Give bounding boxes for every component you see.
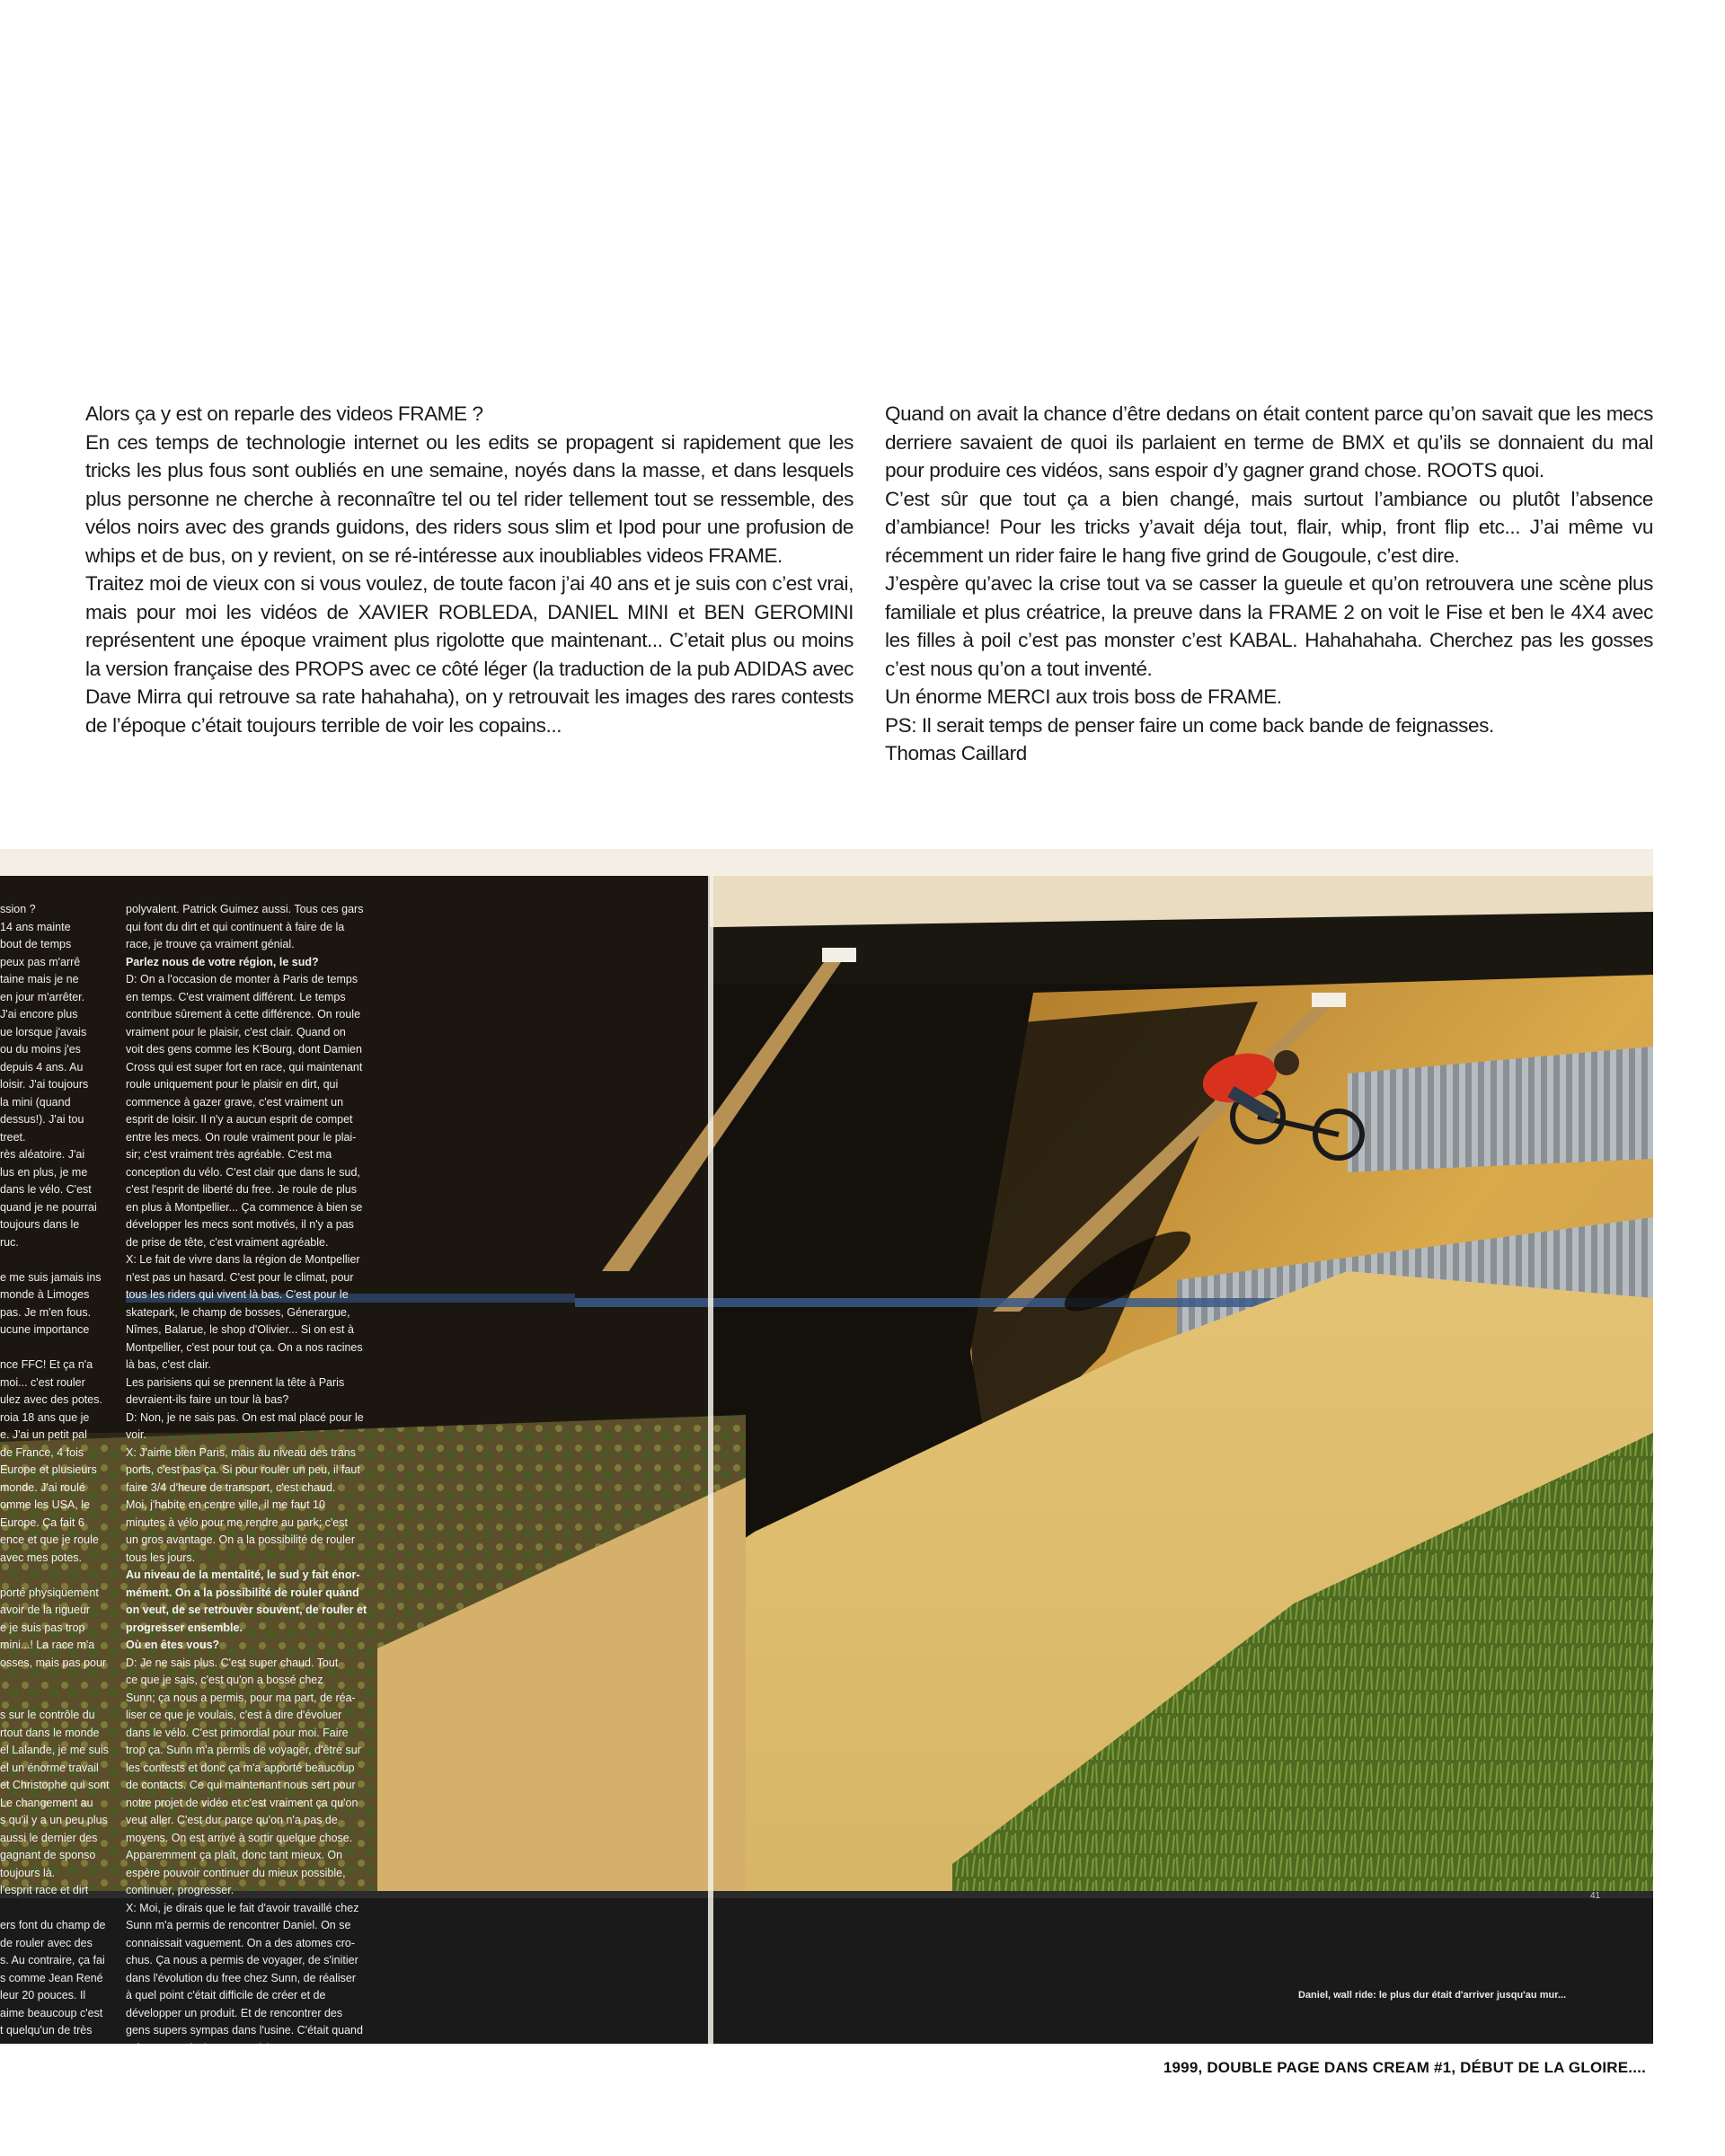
article-paragraph: Un énorme MERCI aux trois boss de FRAME. bbox=[885, 685, 1282, 708]
magazine-line: faire 3/4 d'heure de transport, c'est chaud. bbox=[126, 1480, 336, 1494]
magazine-line: roia 18 ans que je bbox=[0, 1410, 90, 1424]
magazine-line: Cross qui est super fort en race, qui maintenant bbox=[126, 1060, 363, 1074]
article-paragraph: En ces temps de technologie internet ou les edits se propagent si rapidement que les tricks les plus fous sont oubliés en une semaine, noyés dans la masse, et dans lesquels plus personne ne cherche à reconnaître tel ou tel rider tellement tout se ressemble, des vélos noirs avec des grands guidons, des riders sous slim et Ipod pour une profusion de whips et de bus, on y revient, on se ré-intéresse aux inoubliables videos FRAME. bbox=[85, 430, 854, 567]
magazine-line bbox=[0, 1900, 117, 1918]
magazine-line: leur 20 pouces. Il bbox=[0, 1989, 86, 2001]
magazine-line: commence à gazer grave, c'est vraiment un bbox=[126, 1095, 344, 1109]
magazine-line: ers font du champ de bbox=[0, 1919, 106, 1931]
magazine-line: moyens. On est arrivé à sortir quelque chose. bbox=[126, 1831, 353, 1844]
magazine-line: ou du moins j'es bbox=[0, 1043, 81, 1056]
magazine-line bbox=[0, 1567, 117, 1585]
magazine-line bbox=[0, 1672, 117, 1690]
magazine-line: esprit de loisir. Il n'y a aucun esprit de compet bbox=[126, 1113, 353, 1126]
magazine-line: mément. On a la possibilité de rouler quand bbox=[126, 1586, 359, 1599]
magazine-line: entre les mecs. On roule vraiment pour le plai- bbox=[126, 1130, 357, 1144]
magazine-line: de prise de tête, c'est vraiment agréable. bbox=[126, 1235, 329, 1249]
magazine-line: ce que je sais, c'est qu'on a bossé chez bbox=[126, 1674, 323, 1686]
article-right-column bbox=[885, 400, 1653, 768]
magazine-question: Parlez nous de votre région, le sud? bbox=[126, 955, 319, 968]
magazine-line: osses, mais pas pour bbox=[0, 1656, 107, 1669]
magazine-line: treet. bbox=[0, 1130, 26, 1144]
magazine-line: monde. J'ai roulé bbox=[0, 1480, 85, 1494]
magazine-line: s. Au contraire, ça fai bbox=[0, 1954, 105, 1966]
magazine-line: c'est l'esprit de liberté du free. Je roule de plus bbox=[126, 1183, 357, 1196]
magazine-line: chus. Ça nous a permis de voyager, de s'initier bbox=[126, 1954, 358, 1966]
magazine-line: trop ça. Sunn m'a permis de voyager, d'être sur bbox=[126, 1744, 361, 1756]
magazine-line: nce FFC! Et ça n'a bbox=[0, 1358, 93, 1371]
magazine-line: e. J'ai un petit pal bbox=[0, 1428, 87, 1441]
magazine-line: e me suis jamais ins bbox=[0, 1270, 102, 1284]
magazine-line: ucune importance bbox=[0, 1323, 90, 1336]
magazine-line: D: Je ne sais plus. C'est super chaud. Tout bbox=[126, 1656, 339, 1669]
magazine-line: Nîmes, Balarue, le shop d'Olivier... Si on est à bbox=[126, 1323, 354, 1336]
magazine-line: toujours là. bbox=[0, 1866, 56, 1879]
magazine-line: loisir. J'ai toujours bbox=[0, 1078, 89, 1091]
magazine-line: développer un produit. Et de rencontrer des bbox=[126, 2006, 343, 2019]
magazine-line: connaissait vaguement. On a des atomes cro- bbox=[126, 1936, 355, 1949]
magazine-line: aime beaucoup c'est bbox=[0, 2006, 103, 2019]
magazine-line: rès aléatoire. J'ai bbox=[0, 1148, 85, 1161]
author-signature: Thomas Caillard bbox=[885, 742, 1027, 764]
magazine-line: avoir de la rigueur bbox=[0, 1604, 91, 1616]
magazine-line: Le changement au bbox=[0, 1796, 93, 1809]
magazine-line: toujours dans le bbox=[0, 1218, 80, 1231]
photo-caption: Daniel, wall ride: le plus dur était d'arriver jusqu'au mur... bbox=[1298, 1990, 1567, 2001]
magazine-line: dessus!). J'ai tou bbox=[0, 1113, 84, 1126]
magazine-line: ruc. bbox=[0, 1235, 19, 1249]
magazine-line bbox=[0, 1251, 117, 1269]
magazine-line: de France, 4 fois bbox=[0, 1445, 84, 1459]
article-paragraph: Quand on avait la chance d’être dedans on était content parce qu’on savait que les mecs derriere savaient de quoi ils parlaient en terme de BMX et qu’ils se donnaient du mal pour produire ces vidéos, sans espoir d’y gagner grand chose. ROOTS quoi. bbox=[885, 402, 1653, 482]
magazine-line: 14 ans mainte bbox=[0, 920, 71, 933]
magazine-line: tous les riders qui vivent là bas. C'est pour le bbox=[126, 1288, 349, 1301]
magazine-line: monde à Limoges bbox=[0, 1288, 90, 1301]
magazine-line: s qu'il y a un peu plus bbox=[0, 1814, 108, 1826]
magazine-question: Où en êtes vous? bbox=[126, 1639, 220, 1651]
magazine-line: X: Le fait de vivre dans la région de Montpellier bbox=[126, 1253, 360, 1266]
magazine-line: quand je ne pourrai bbox=[0, 1200, 97, 1214]
article-paragraph: J’espère qu’avec la crise tout va se casser la gueule et qu’on retrouvera une scène plus familiale et plus créatrice, la preuve dans la FRAME 2 on voit le Fise et ben le 4X4 avec les filles à poil c’est pas monster c’est KABAL. Hahahahaha. Cherchez pas les gosses c’est nous qu’on a tout inventé. bbox=[885, 572, 1653, 680]
magazine-line: peux pas m'arrê bbox=[0, 955, 81, 968]
magazine-line: D: Non, je ne sais pas. On est mal placé pour le bbox=[126, 1410, 364, 1424]
magazine-line: taine mais je ne bbox=[0, 973, 79, 985]
magazine-line: el un énorme travail bbox=[0, 1761, 99, 1774]
magazine-line: t quelqu'un de très bbox=[0, 2024, 93, 2037]
magazine-line: dans l'évolution du free chez Sunn, de réaliser bbox=[126, 1971, 357, 1984]
magazine-line: veut aller. C'est dur parce qu'on n'a pas de bbox=[126, 1814, 338, 1826]
magazine-line: Europe et plusieurs bbox=[0, 1463, 97, 1476]
magazine-line: la mini (quand bbox=[0, 1095, 71, 1109]
magazine-line: s sur le contrôle du bbox=[0, 1709, 95, 1721]
magazine-line: tous les jours. bbox=[126, 1551, 196, 1564]
article-paragraph: C’est sûr que tout ça a bien changé, mais surtout l’ambiance ou plutôt l’absence d’ambiance! Pour les tricks y’avait déja tout, flair, whip, front flip etc... J’ai même vu récemment un rider faire le hang five grind de Gougoule, c’est dire. bbox=[885, 487, 1653, 567]
magazine-line: de rouler avec des bbox=[0, 1936, 93, 1949]
magazine-line: depuis 4 ans. Au bbox=[0, 1060, 84, 1074]
magazine-line: Apparemment ça plaît, donc tant mieux. On bbox=[126, 1849, 343, 1861]
magazine-line: bout de temps bbox=[0, 938, 72, 950]
magazine-line: X: Moi, je dirais que le fait d'avoir travaillé chez bbox=[126, 1901, 359, 1914]
magazine-line: là bas, c'est clair. bbox=[126, 1358, 211, 1371]
magazine-line: à quel point c'était difficile de créer et de bbox=[126, 1989, 326, 2001]
magazine-line: de contacts. Ce qui maintenant nous sert pour bbox=[126, 1779, 356, 1791]
magazine-line: vraiment pour le plaisir, c'est clair. Quand on bbox=[126, 1025, 346, 1038]
magazine-line: e je suis pas trop bbox=[0, 1621, 85, 1634]
magazine-line: en plus à Montpellier... Ça commence à bien se bbox=[126, 1200, 363, 1214]
magazine-line: ulez avec des potes. bbox=[0, 1393, 102, 1406]
magazine-line: sir; c'est vraiment très agréable. C'est ma bbox=[126, 1148, 332, 1161]
magazine-line: Europe. Ça fait 6 bbox=[0, 1515, 84, 1529]
magazine-line: Moi, j'habite en centre ville, il me faut 10 bbox=[126, 1498, 325, 1511]
magazine-line: rtout dans le monde bbox=[0, 1726, 100, 1739]
magazine-line: Sunn; ça nous a permis, pour ma part, de réa- bbox=[126, 1691, 356, 1704]
magazine-line: polyvalent. Patrick Guimez aussi. Tous ces gars bbox=[126, 903, 364, 915]
magazine-left-column bbox=[0, 901, 117, 2040]
magazine-line: Au niveau de la mentalité, le sud y fait énor- bbox=[126, 1568, 360, 1581]
magazine-line: en jour m'arrêter. bbox=[0, 990, 85, 1003]
magazine-line: D: On a l'occasion de monter à Paris de temps bbox=[126, 973, 358, 985]
magazine-line: gens supers sympas dans l'usine. C'était quand bbox=[126, 2024, 363, 2037]
magazine-line: lus en plus, je me bbox=[0, 1165, 88, 1179]
magazine-line: Les parisiens qui se prennent la tête à Paris bbox=[126, 1375, 345, 1389]
magazine-line: porté physiquement bbox=[0, 1586, 99, 1599]
magazine-line: Sunn m'a permis de rencontrer Daniel. On se bbox=[126, 1919, 351, 1931]
magazine-line: J'ai encore plus bbox=[0, 1008, 78, 1021]
magazine-line: ue lorsque j'avais bbox=[0, 1025, 87, 1038]
magazine-page-number: 41 bbox=[1590, 1891, 1601, 1901]
magazine-line: omme les USA, le bbox=[0, 1498, 91, 1511]
magazine-line: qui font du dirt et qui continuent à faire de la bbox=[126, 920, 345, 933]
magazine-line: ports, c'est pas ça. Si pour rouler un peu, il faut bbox=[126, 1463, 360, 1476]
magazine-line bbox=[0, 1339, 117, 1357]
article-left-column bbox=[85, 400, 854, 739]
magazine-line: liser ce que je voulais, c'est à dire d'évoluer bbox=[126, 1709, 342, 1721]
magazine-line: contribue sûrement à cette différence. On roule bbox=[126, 1008, 361, 1021]
magazine-line: notre projet de vidéo et c'est vraiment ça qu'on bbox=[126, 1796, 358, 1809]
magazine-line: el Lalande, je me suis bbox=[0, 1744, 109, 1756]
magazine-line: mini...! La race m'a bbox=[0, 1639, 95, 1651]
magazine-line: race, je trouve ça vraiment génial. bbox=[126, 938, 295, 950]
magazine-line: devraient-ils faire un tour là bas? bbox=[126, 1393, 289, 1406]
magazine-line: en temps. C'est vraiment différent. Le temps bbox=[126, 990, 346, 1003]
magazine-line: dans le vélo. C'est bbox=[0, 1183, 92, 1196]
magazine-line: pas. Je m'en fous. bbox=[0, 1305, 92, 1319]
magazine-line: espère pouvoir continuer du mieux possible, bbox=[126, 1866, 346, 1879]
magazine-interview-column bbox=[126, 901, 377, 2057]
magazine-line: aussi le dernier des bbox=[0, 1831, 98, 1844]
magazine-line: X: J'aime bien Paris, mais au niveau des trans bbox=[126, 1445, 356, 1459]
magazine-line: l'esprit race et dirt bbox=[0, 1884, 89, 1896]
magazine-line bbox=[0, 1690, 117, 1708]
magazine-line: même une très bonne expérience. bbox=[126, 2041, 296, 2054]
magazine-line: dans le vélo. C'est primordial pour moi. Faire bbox=[126, 1726, 349, 1739]
magazine-line: conception du vélo. C'est clair que dans le sud, bbox=[126, 1165, 360, 1179]
magazine-line: les contests et donc ça m'a apporté beaucoup bbox=[126, 1761, 355, 1774]
magazine-line: moi... c'est rouler bbox=[0, 1375, 85, 1389]
article-paragraph: PS: Il serait temps de penser faire un come back bande de feignasses. bbox=[885, 713, 1494, 737]
magazine-line: avec mes potes. bbox=[0, 1551, 83, 1564]
magazine-line: roule uniquement pour le plaisir en dirt, qui bbox=[126, 1078, 339, 1091]
magazine-line: voir. bbox=[126, 1428, 146, 1441]
magazine-line: ssion ? bbox=[0, 903, 36, 915]
magazine-line: développer les mecs sont motivés, il n'y a pas bbox=[126, 1218, 354, 1231]
magazine-line: s comme Jean René bbox=[0, 1971, 103, 1984]
magazine-line: et Christophe qui sont bbox=[0, 1779, 110, 1791]
magazine-line: skatepark, le champ de bosses, Génerargue, bbox=[126, 1305, 350, 1319]
magazine-line: progresser ensemble. bbox=[126, 1621, 243, 1634]
magazine-line: Montpellier, c'est pour tout ça. On a nos racines bbox=[126, 1340, 363, 1354]
magazine-line: un gros avantage. On a la possibilité de rouler bbox=[126, 1533, 356, 1546]
article-paragraph: Traitez moi de vieux con si vous voulez, de toute facon j’ai 40 ans et je suis con c’est vrai, mais pour moi les vidéos de XAVIER ROBLEDA, DANIEL MINI et BEN GEROMINI représentent une époque vraiment plus rigolotte que maintenant... C’etait plus ou moins la version française des PROPS avec ce côté léger (la traduction de la pub ADIDAS avec Dave Mirra qui retrouve sa rate hahahaha), on y retrouvait les images des rares contests de l’époque c’était toujours terrible de voir les copains... bbox=[85, 572, 854, 737]
figure-caption: 1999, DOUBLE PAGE DANS CREAM #1, DÉBUT DE LA GLOIRE.... bbox=[1163, 2059, 1646, 2076]
magazine-line: ence et que je roule bbox=[0, 1533, 99, 1546]
magazine-line: on veut, de se retrouver souvent, de rouler et bbox=[126, 1604, 367, 1616]
article-paragraph: Alors ça y est on reparle des videos FRAME ? bbox=[85, 402, 483, 425]
magazine-line: minutes à vélo pour me rendre au park; c'est bbox=[126, 1515, 348, 1529]
magazine-line: continuer, progresser. bbox=[126, 1884, 234, 1896]
magazine-line: gagnant de sponso bbox=[0, 1849, 96, 1861]
magazine-line: voit des gens comme les K'Bourg, dont Damien bbox=[126, 1043, 362, 1056]
magazine-spread-photo bbox=[0, 849, 1653, 2054]
magazine-line: n'est pas un hasard. C'est pour le climat, pour bbox=[126, 1270, 354, 1284]
